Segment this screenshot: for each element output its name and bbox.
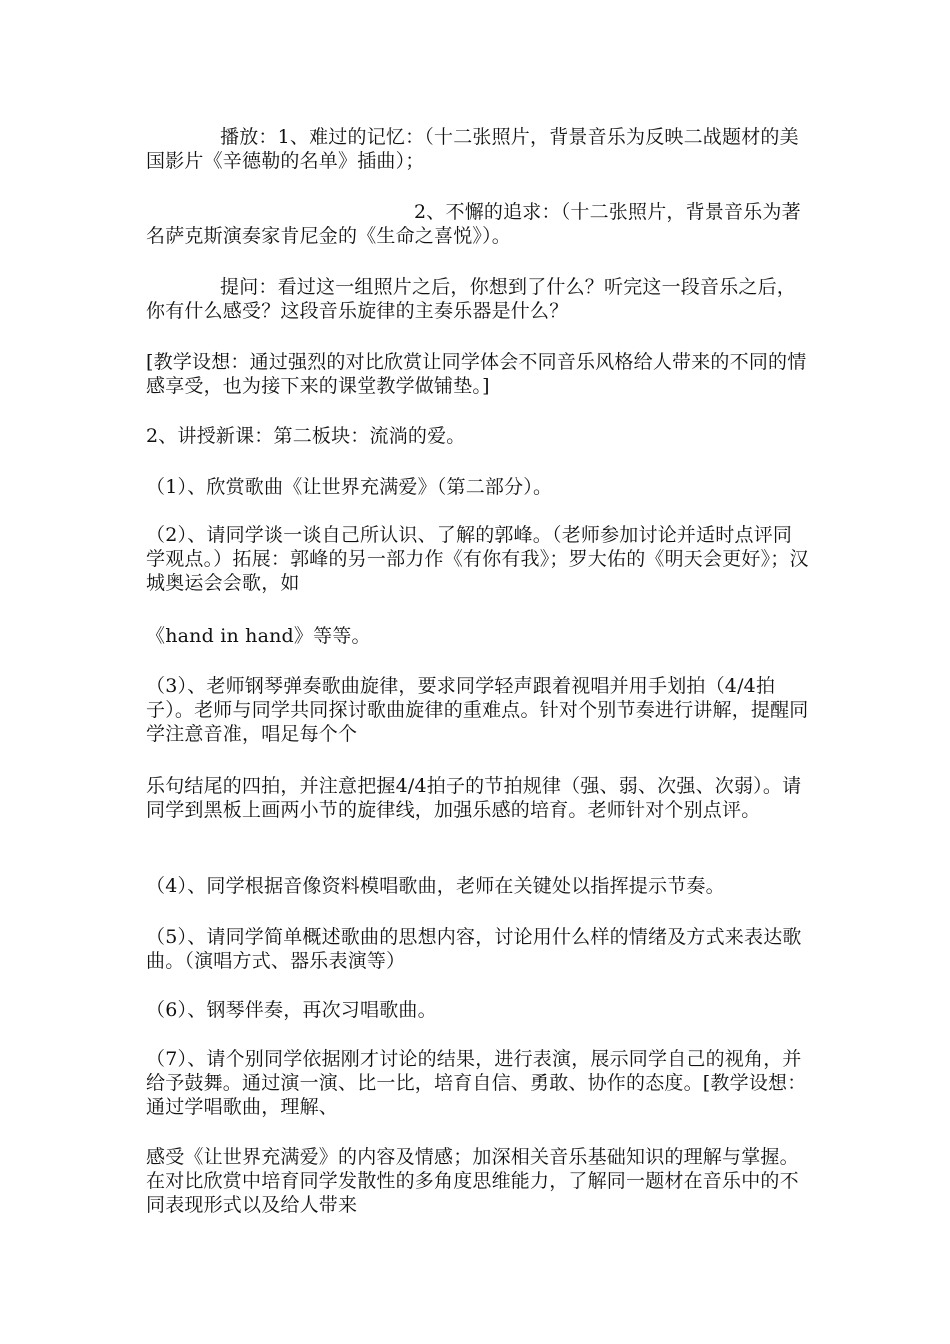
paragraph-teaching-idea-1: [教学设想：通过强烈的对比欣赏让同学体会不同音乐风格给人带来的不同的情感享受，也为接下来的课堂教学做铺垫。] bbox=[146, 351, 807, 397]
paragraph-step-6: （6）、钢琴伴奏，再次习唱歌曲。 bbox=[146, 999, 437, 1021]
paragraph-step-1: （1）、欣赏歌曲《让世界充满爱》（第二部分）。 bbox=[146, 476, 553, 498]
paragraph-playback-2: 2、不懈的追求：（十二张照片，背景音乐为著名萨克斯演奏家肯尼金的《生命之喜悦》）。 bbox=[146, 201, 801, 247]
paragraph-step-4: （4）、同学根据音像资料模唱歌曲，老师在关键处以指挥提示节奏。 bbox=[146, 875, 725, 897]
paragraph-question: 提问：看过这一组照片之后，你想到了什么？听完这一段音乐之后，你有什么感受？这段音乐旋律的主奏乐器是什么？ bbox=[146, 276, 797, 322]
paragraph-step-2-continued: 《hand in hand》等等。 bbox=[146, 625, 371, 647]
paragraph-new-lesson-heading: 2、讲授新课：第二板块：流淌的爱。 bbox=[146, 425, 466, 447]
paragraph-teaching-idea-2: 感受《让世界充满爱》的内容及情感；加深相关音乐基础知识的理解与掌握。在对比欣赏中培育同学发散性的多角度思维能力，了解同一题材在音乐中的不同表现形式以及给人带来 bbox=[146, 1146, 799, 1216]
paragraph-step-7: （7）、请个别同学依据刚才讨论的结果，进行表演，展示同学自己的视角，并给予鼓舞。通过演一演、比一比，培育自信、勇敢、协作的态度。[教学设想：通过学唱歌曲，理解、 bbox=[146, 1048, 807, 1118]
paragraph-step-3-continued: 乐句结尾的四拍，并注意把握4/4拍子的节拍规律（强、弱、次强、次弱）。请同学到黑板上画两小节的旋律线，加强乐感的培育。老师针对个别点评。 bbox=[146, 775, 802, 821]
paragraph-step-2: （2）、请同学谈一谈自己所认识、了解的郭峰。（老师参加讨论并适时点评同学观点。）拓展：郭峰的另一部力作《有你有我》；罗大佑的《明天会更好》；汉城奥运会会歌，如 bbox=[146, 524, 809, 594]
paragraph-step-5: （5）、请同学简单概述歌曲的思想内容，讨论用什么样的情绪及方式来表达歌曲。（演唱方式、器乐表演等） bbox=[146, 926, 802, 972]
paragraph-step-3: （3）、老师钢琴弹奏歌曲旋律，要求同学轻声跟着视唱并用手划拍（4/4拍子）。老师与同学共同探讨歌曲旋律的重难点。针对个别节奏进行讲解，提醒同学注意音准，唱足每个个 bbox=[146, 675, 809, 745]
paragraph-playback-1: 播放：1、难过的记忆：（十二张照片，背景音乐为反映二战题材的美国影片《辛德勒的名单》插曲）； bbox=[146, 126, 799, 172]
